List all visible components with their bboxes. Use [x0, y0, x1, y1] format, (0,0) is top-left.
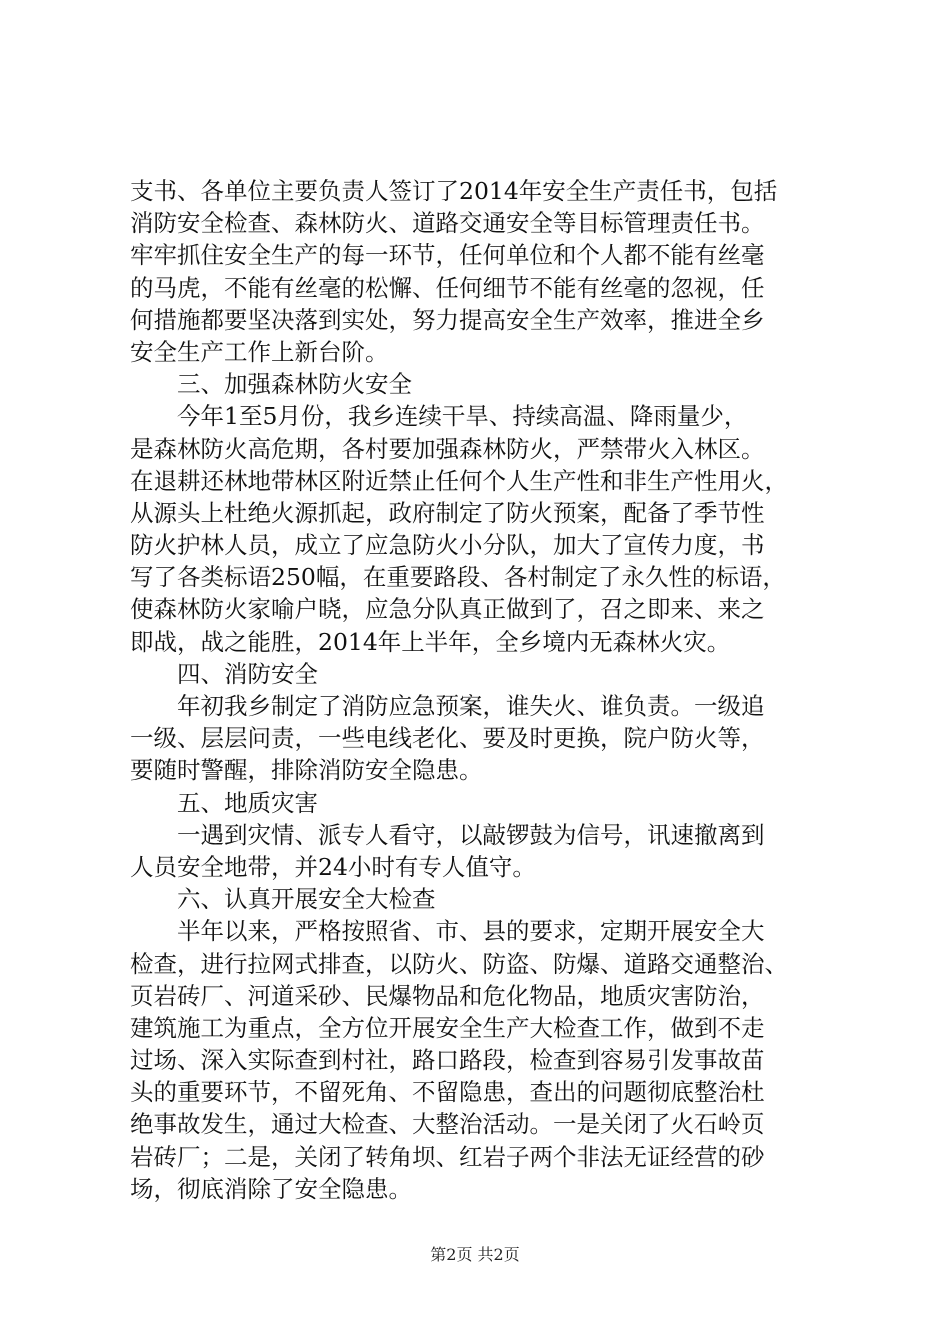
- text-line: 安全生产工作上新台阶。: [130, 337, 389, 366]
- text-line: 场，彻底消除了安全隐患。: [130, 1174, 412, 1203]
- text-line: 牢牢抓住安全生产的每一环节，任何单位和个人都不能有丝毫: [130, 241, 765, 270]
- document-body: [130, 175, 830, 1205]
- text-line: 防火护林人员，成立了应急防火小分队，加大了宣传力度，书: [130, 531, 765, 560]
- text-line: 使森林防火家喻户晓，应急分队真正做到了，召之即来、来之: [130, 595, 765, 624]
- text-line: 页岩砖厂、河道采砂、民爆物品和危化物品，地质灾害防治，: [130, 981, 765, 1010]
- text-line: 从源头上杜绝火源抓起，政府制定了防火预案，配备了季节性: [130, 498, 765, 527]
- page-footer: 第2页 共2页: [430, 1245, 520, 1264]
- text-line: 今年1至5月份，我乡连续干旱、持续高温、降雨量少，: [177, 402, 748, 431]
- text-line: 支书、各单位主要负责人签订了2014年安全生产责任书，包括: [130, 177, 778, 205]
- text-line: 在退耕还林地带林区附近禁止任何个人生产性和非生产性用火，: [130, 466, 788, 495]
- text-line: 的马虎，不能有丝毫的松懈、任何细节不能有丝毫的忽视，任: [130, 273, 765, 302]
- text-line: 绝事故发生，通过大检查、大整治活动。一是关闭了火石岭页: [130, 1110, 765, 1139]
- text-line: 一遇到灾情、派专人看守，以敲锣鼓为信号，讯速撤离到: [177, 820, 765, 849]
- text-line: 头的重要环节，不留死角、不留隐患，查出的问题彻底整治杜: [130, 1078, 765, 1107]
- text-line: 要随时警醒，排除消防安全隐患。: [130, 756, 483, 785]
- text-line: 岩砖厂；二是，关闭了转角坝、红岩子两个非法无证经营的砂: [130, 1142, 765, 1171]
- text-line: 检查，进行拉网式排查，以防火、防盗、防爆、道路交通整治、: [130, 949, 788, 978]
- text-line: 人员安全地带，并24小时有专人值守。: [130, 852, 536, 881]
- section-heading: 三、加强森林防火安全: [177, 370, 412, 399]
- text-line: 即战，战之能胜，2014年上半年，全乡境内无森林火灾。: [130, 627, 731, 656]
- section-heading: 六、认真开展安全大检查: [177, 885, 436, 914]
- text-line: 写了各类标语250幅，在重要路段、各村制定了永久性的标语，: [130, 563, 786, 592]
- text-line: 建筑施工为重点，全方位开展安全生产大检查工作，做到不走: [130, 1013, 765, 1042]
- text-line: 年初我乡制定了消防应急预案，谁失火、谁负责。一级追: [177, 692, 765, 720]
- text-line: 是森林防火高危期，各村要加强森林防火，严禁带火入林区。: [130, 434, 765, 463]
- text-line: 消防安全检查、森林防火、道路交通安全等目标管理责任书。: [130, 209, 765, 238]
- section-heading: 四、消防安全: [177, 659, 318, 688]
- text-line: 一级、层层问责，一些电线老化、要及时更换，院户防火等，: [130, 724, 765, 753]
- section-heading: 五、地质灾害: [177, 788, 318, 817]
- text-line: 过场、深入实际查到村社，路口路段，检查到容易引发事故苗: [130, 1046, 765, 1075]
- text-line: 半年以来，严格按照省、市、县的要求，定期开展安全大: [177, 917, 765, 946]
- text-line: 何措施都要坚决落到实处，努力提高安全生产效率，推进全乡: [130, 305, 765, 334]
